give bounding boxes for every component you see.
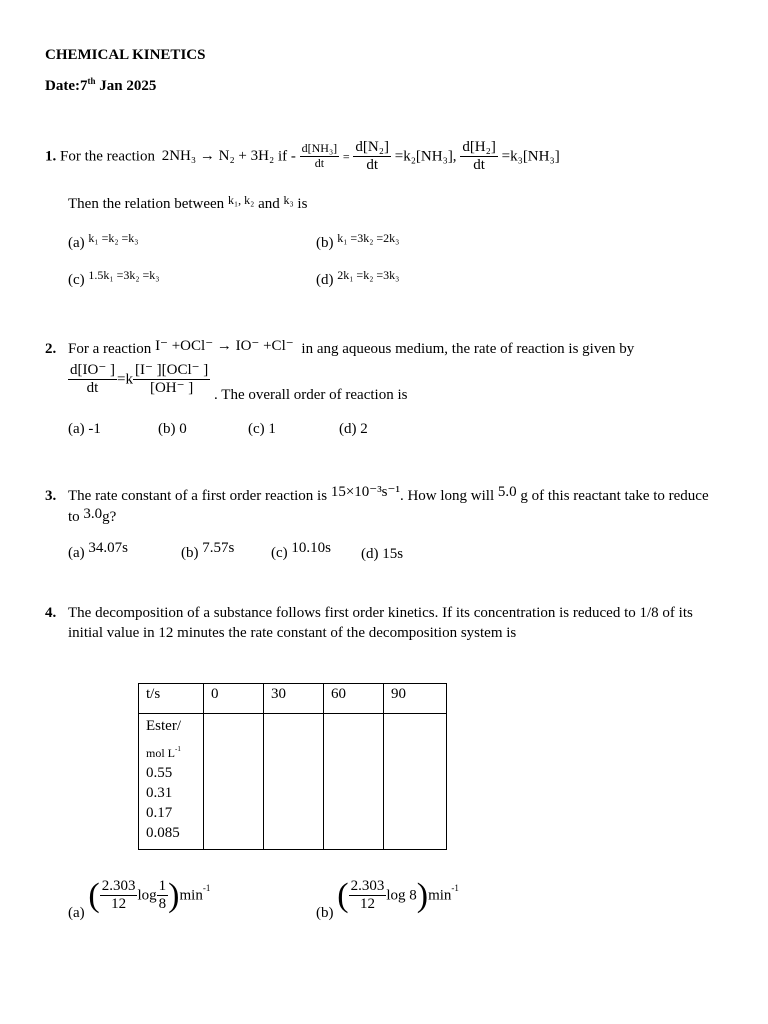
option-a[interactable]: (a) ( $\frac{2.303}{12}$ log $\frac{1}{8}$ )$\min^{-1}$	[68, 876, 211, 922]
question-number: 3.	[45, 488, 57, 504]
option-a[interactable]: (a) $^{k_1 =k_2 =k_3}$	[68, 231, 139, 251]
option-b[interactable]: (b) 0	[158, 421, 187, 437]
concentration-table	[138, 683, 447, 850]
rate-fraction: $\frac{\text{d[H₂]}}{dt}$	[462, 139, 496, 174]
option-d[interactable]: (d) $^{2k_1 =k_2 =3k_3}$	[316, 268, 400, 288]
table-header-cell: t/s	[139, 684, 204, 714]
question-4-line2: initial value in 12 minutes the rate constant of the decomposition system is	[68, 625, 517, 641]
option-a[interactable]: (a) -1	[68, 421, 101, 437]
table-header-row	[139, 684, 447, 714]
option-b[interactable]: (b) 7.57s	[181, 540, 235, 561]
table-header-cell: 0	[204, 684, 264, 714]
table-row	[139, 714, 447, 850]
table-cell	[324, 714, 384, 850]
document-title: CHEMICAL KINETICS	[45, 47, 206, 63]
option-c[interactable]: (c) 1	[248, 421, 276, 437]
table-header-cell: 30	[264, 684, 324, 714]
rate-fraction: $\frac{d[IO^- ]}{dt}$	[70, 362, 115, 397]
option-b[interactable]: (b) ( $\frac{2.303}{12}$ $\log 8)\min^{-1}$	[316, 876, 459, 922]
table-cell	[204, 714, 264, 850]
table-cell: Ester/ mol $L^{-1}$ 0.55 0.31 0.17 0.085	[139, 714, 204, 850]
option-d[interactable]: (d) 2	[339, 421, 368, 437]
option-c[interactable]: (c) 10.10s	[271, 540, 331, 561]
rate-fraction: $\frac{\text{d[NH₃]}}{dt}$	[301, 141, 338, 171]
reaction-equation: I⁻ +OCl⁻ → IO⁻ +Cl⁻	[155, 338, 294, 354]
option-b[interactable]: (b) $^{k_1 =3k_2 =2k_3}$	[316, 231, 400, 251]
question-1: 1. For the reaction 2NH₃ → N₂ + 3H₂ if - $\frac{\text{d[NH₃]}}{dt}$ = $\frac{\text{d[N₂]}}{dt}$ =k₂[NH₃], $\frac{\text{d[H₂]}}{dt}$ =k₃[NH₃]	[45, 139, 560, 174]
table-header-cell: 90	[384, 684, 447, 714]
question-3-line2: to 3.0g?	[68, 506, 117, 525]
document-date: Date:7th Jan 2025	[45, 76, 157, 94]
option-a[interactable]: (a) 34.07s	[68, 540, 128, 561]
rate-fraction: $\frac{\text{d[N₂]}}{dt}$	[355, 139, 389, 174]
rate-constant: 15×10⁻³s⁻¹	[330, 484, 400, 500]
rate-law: $\frac{d[IO^- ]}{dt}$ =k $\frac{\text{[I⁻ ][OCl⁻ ]}}{[OH^- ]}$ . The overall order of reaction is	[70, 362, 408, 404]
question-number: 4.	[45, 605, 57, 621]
concentration-fraction: $\frac{\text{[I⁻ ][OCl⁻ ]}}{[OH^- ]}$	[134, 362, 209, 397]
question-2: 2. For a reaction I⁻ +OCl⁻ → IO⁻ +Cl⁻ in ang aqueous medium, the rate of reaction is given by	[45, 338, 635, 357]
question-1-line2: Then the relation between $^{k_1, k_2}$ and $^{k_3}$ is	[68, 193, 308, 212]
reaction-equation: 2NH₃ → N₂ + 3H₂	[161, 148, 275, 165]
option-c[interactable]: (c) $^{1.5k_1 =3k_2 =k_3}$	[68, 268, 160, 288]
table-cell	[264, 714, 324, 850]
table-header-cell: 60	[324, 684, 384, 714]
option-d[interactable]: (d) 15s	[361, 546, 404, 562]
question-4: 4. The decomposition of a substance follows first order kinetics. If its concentration is reduced to 1/8 of its	[45, 605, 693, 621]
question-number: 1.	[45, 148, 57, 165]
table-cell	[384, 714, 447, 850]
question-3: 3. The rate constant of a first order reaction is 15×10⁻³s⁻¹. How long will 5.0 g of this reactant take to reduce	[45, 484, 709, 504]
question-number: 2.	[45, 341, 57, 357]
